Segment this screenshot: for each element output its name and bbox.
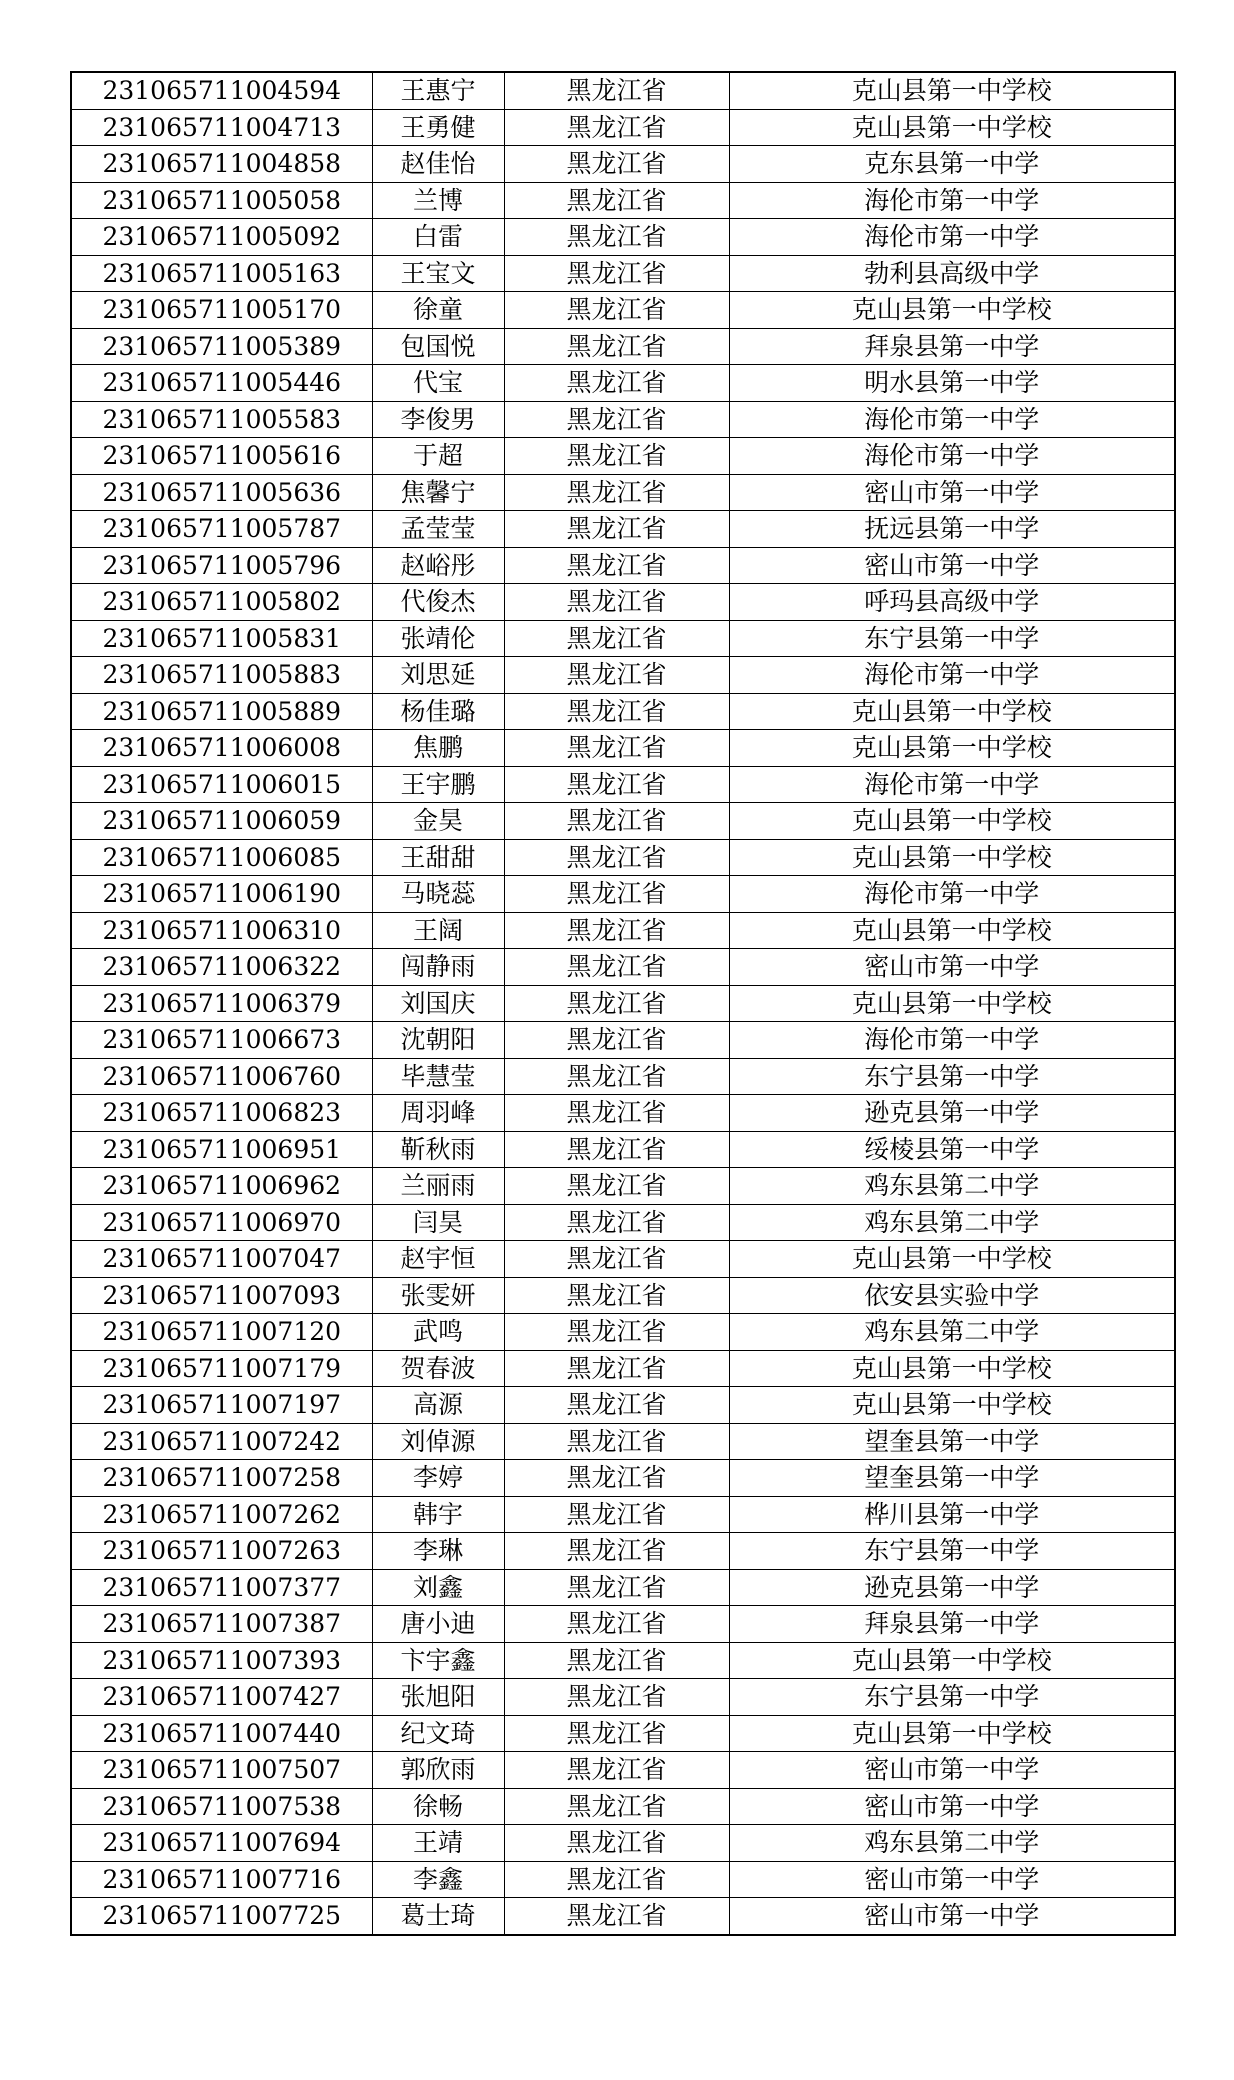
- student-name-cell: 毕慧莹: [372, 1058, 504, 1095]
- province-cell: 黑龙江省: [504, 146, 729, 183]
- table-row: [71, 657, 1175, 694]
- candidate-id-cell: 231065711007507: [71, 1752, 372, 1789]
- student-name-cell: 李琳: [372, 1533, 504, 1570]
- school-name-cell: 克山县第一中学校: [729, 985, 1175, 1022]
- school-name-cell: 克山县第一中学校: [729, 292, 1175, 329]
- student-name-cell: 代俊杰: [372, 584, 504, 621]
- student-name-cell: 焦鹏: [372, 730, 504, 767]
- province-cell: 黑龙江省: [504, 1752, 729, 1789]
- student-name-cell: 沈朝阳: [372, 1022, 504, 1059]
- province-cell: 黑龙江省: [504, 803, 729, 840]
- candidate-id-cell: 231065711007242: [71, 1423, 372, 1460]
- student-name-cell: 徐畅: [372, 1788, 504, 1825]
- student-name-cell: 包国悦: [372, 328, 504, 365]
- candidate-id-cell: 231065711005831: [71, 620, 372, 657]
- student-name-cell: 代宝: [372, 365, 504, 402]
- province-cell: 黑龙江省: [504, 1861, 729, 1898]
- candidate-id-cell: 231065711007387: [71, 1606, 372, 1643]
- table-row: [71, 1460, 1175, 1497]
- student-name-cell: 韩宇: [372, 1496, 504, 1533]
- candidate-id-cell: 231065711006673: [71, 1022, 372, 1059]
- table-row: [71, 912, 1175, 949]
- school-name-cell: 海伦市第一中学: [729, 401, 1175, 438]
- student-name-cell: 李鑫: [372, 1861, 504, 1898]
- table-row: [71, 985, 1175, 1022]
- school-name-cell: 逊克县第一中学: [729, 1095, 1175, 1132]
- province-cell: 黑龙江省: [504, 1496, 729, 1533]
- student-name-cell: 周羽峰: [372, 1095, 504, 1132]
- school-name-cell: 克山县第一中学校: [729, 839, 1175, 876]
- roster-body: [71, 72, 1175, 1935]
- school-name-cell: 鸡东县第二中学: [729, 1168, 1175, 1205]
- school-name-cell: 东宁县第一中学: [729, 1533, 1175, 1570]
- table-row: [71, 182, 1175, 219]
- student-name-cell: 于超: [372, 438, 504, 475]
- province-cell: 黑龙江省: [504, 584, 729, 621]
- school-name-cell: 鸡东县第二中学: [729, 1204, 1175, 1241]
- province-cell: 黑龙江省: [504, 1204, 729, 1241]
- table-row: [71, 1642, 1175, 1679]
- candidate-id-cell: 231065711007258: [71, 1460, 372, 1497]
- province-cell: 黑龙江省: [504, 1095, 729, 1132]
- student-name-cell: 纪文琦: [372, 1715, 504, 1752]
- school-name-cell: 海伦市第一中学: [729, 766, 1175, 803]
- student-name-cell: 赵佳怡: [372, 146, 504, 183]
- candidate-id-cell: 231065711007093: [71, 1277, 372, 1314]
- table-row: [71, 1679, 1175, 1716]
- table-row: [71, 1314, 1175, 1351]
- table-row: [71, 1423, 1175, 1460]
- candidate-id-cell: 231065711007120: [71, 1314, 372, 1351]
- table-row: [71, 72, 1175, 109]
- province-cell: 黑龙江省: [504, 1423, 729, 1460]
- candidate-id-cell: 231065711006008: [71, 730, 372, 767]
- province-cell: 黑龙江省: [504, 292, 729, 329]
- table-row: [71, 219, 1175, 256]
- candidate-id-cell: 231065711007427: [71, 1679, 372, 1716]
- school-name-cell: 绥棱县第一中学: [729, 1131, 1175, 1168]
- province-cell: 黑龙江省: [504, 1241, 729, 1278]
- province-cell: 黑龙江省: [504, 1679, 729, 1716]
- candidate-id-cell: 231065711005787: [71, 511, 372, 548]
- candidate-id-cell: 231065711005796: [71, 547, 372, 584]
- school-name-cell: 海伦市第一中学: [729, 657, 1175, 694]
- candidate-id-cell: 231065711005446: [71, 365, 372, 402]
- candidate-id-cell: 231065711006015: [71, 766, 372, 803]
- province-cell: 黑龙江省: [504, 1460, 729, 1497]
- table-row: [71, 1606, 1175, 1643]
- table-row: [71, 876, 1175, 913]
- roster-table: [70, 71, 1176, 1936]
- school-name-cell: 密山市第一中学: [729, 547, 1175, 584]
- student-name-cell: 唐小迪: [372, 1606, 504, 1643]
- province-cell: 黑龙江省: [504, 438, 729, 475]
- school-name-cell: 抚远县第一中学: [729, 511, 1175, 548]
- table-row: [71, 839, 1175, 876]
- table-row: [71, 401, 1175, 438]
- school-name-cell: 海伦市第一中学: [729, 876, 1175, 913]
- province-cell: 黑龙江省: [504, 620, 729, 657]
- province-cell: 黑龙江省: [504, 766, 729, 803]
- province-cell: 黑龙江省: [504, 219, 729, 256]
- school-name-cell: 望奎县第一中学: [729, 1423, 1175, 1460]
- province-cell: 黑龙江省: [504, 401, 729, 438]
- province-cell: 黑龙江省: [504, 1277, 729, 1314]
- school-name-cell: 桦川县第一中学: [729, 1496, 1175, 1533]
- student-name-cell: 赵峪彤: [372, 547, 504, 584]
- table-row: [71, 547, 1175, 584]
- school-name-cell: 密山市第一中学: [729, 1788, 1175, 1825]
- school-name-cell: 克山县第一中学校: [729, 1350, 1175, 1387]
- school-name-cell: 克山县第一中学校: [729, 1241, 1175, 1278]
- candidate-id-cell: 231065711004858: [71, 146, 372, 183]
- table-row: [71, 1241, 1175, 1278]
- province-cell: 黑龙江省: [504, 876, 729, 913]
- school-name-cell: 拜泉县第一中学: [729, 328, 1175, 365]
- province-cell: 黑龙江省: [504, 985, 729, 1022]
- table-row: [71, 1715, 1175, 1752]
- student-name-cell: 刘鑫: [372, 1569, 504, 1606]
- table-row: [71, 292, 1175, 329]
- candidate-id-cell: 231065711006970: [71, 1204, 372, 1241]
- school-name-cell: 海伦市第一中学: [729, 182, 1175, 219]
- province-cell: 黑龙江省: [504, 182, 729, 219]
- student-name-cell: 李婷: [372, 1460, 504, 1497]
- province-cell: 黑龙江省: [504, 949, 729, 986]
- school-name-cell: 克山县第一中学校: [729, 912, 1175, 949]
- student-name-cell: 李俊男: [372, 401, 504, 438]
- candidate-id-cell: 231065711004594: [71, 72, 372, 109]
- table-row: [71, 1569, 1175, 1606]
- province-cell: 黑龙江省: [504, 1314, 729, 1351]
- province-cell: 黑龙江省: [504, 1131, 729, 1168]
- candidate-id-cell: 231065711007716: [71, 1861, 372, 1898]
- student-name-cell: 王宇鹏: [372, 766, 504, 803]
- candidate-id-cell: 231065711004713: [71, 109, 372, 146]
- student-name-cell: 刘国庆: [372, 985, 504, 1022]
- student-name-cell: 张雯妍: [372, 1277, 504, 1314]
- school-name-cell: 密山市第一中学: [729, 949, 1175, 986]
- school-name-cell: 克山县第一中学校: [729, 1715, 1175, 1752]
- province-cell: 黑龙江省: [504, 328, 729, 365]
- province-cell: 黑龙江省: [504, 839, 729, 876]
- student-name-cell: 张靖伦: [372, 620, 504, 657]
- table-row: [71, 584, 1175, 621]
- school-name-cell: 东宁县第一中学: [729, 1058, 1175, 1095]
- student-name-cell: 高源: [372, 1387, 504, 1424]
- table-row: [71, 1058, 1175, 1095]
- candidate-id-cell: 231065711007262: [71, 1496, 372, 1533]
- candidate-id-cell: 231065711006823: [71, 1095, 372, 1132]
- table-row: [71, 1496, 1175, 1533]
- table-row: [71, 474, 1175, 511]
- school-name-cell: 东宁县第一中学: [729, 1679, 1175, 1716]
- student-name-cell: 马晓蕊: [372, 876, 504, 913]
- candidate-id-cell: 231065711006190: [71, 876, 372, 913]
- table-row: [71, 730, 1175, 767]
- school-name-cell: 海伦市第一中学: [729, 1022, 1175, 1059]
- province-cell: 黑龙江省: [504, 1606, 729, 1643]
- candidate-id-cell: 231065711007538: [71, 1788, 372, 1825]
- province-cell: 黑龙江省: [504, 1168, 729, 1205]
- table-row: [71, 1898, 1175, 1935]
- student-name-cell: 刘倬源: [372, 1423, 504, 1460]
- province-cell: 黑龙江省: [504, 1058, 729, 1095]
- table-row: [71, 1022, 1175, 1059]
- candidate-id-cell: 231065711006310: [71, 912, 372, 949]
- student-name-cell: 孟莹莹: [372, 511, 504, 548]
- candidate-id-cell: 231065711005170: [71, 292, 372, 329]
- school-name-cell: 海伦市第一中学: [729, 438, 1175, 475]
- candidate-id-cell: 231065711006951: [71, 1131, 372, 1168]
- school-name-cell: 拜泉县第一中学: [729, 1606, 1175, 1643]
- table-row: [71, 949, 1175, 986]
- table-row: [71, 1095, 1175, 1132]
- school-name-cell: 望奎县第一中学: [729, 1460, 1175, 1497]
- student-name-cell: 王甜甜: [372, 839, 504, 876]
- school-name-cell: 克东县第一中学: [729, 146, 1175, 183]
- table-row: [71, 1533, 1175, 1570]
- table-row: [71, 1752, 1175, 1789]
- school-name-cell: 密山市第一中学: [729, 1898, 1175, 1935]
- student-name-cell: 靳秋雨: [372, 1131, 504, 1168]
- candidate-id-cell: 231065711006085: [71, 839, 372, 876]
- candidate-id-cell: 231065711007377: [71, 1569, 372, 1606]
- student-name-cell: 王宝文: [372, 255, 504, 292]
- province-cell: 黑龙江省: [504, 912, 729, 949]
- province-cell: 黑龙江省: [504, 1715, 729, 1752]
- school-name-cell: 克山县第一中学校: [729, 730, 1175, 767]
- candidate-id-cell: 231065711007263: [71, 1533, 372, 1570]
- school-name-cell: 克山县第一中学校: [729, 693, 1175, 730]
- province-cell: 黑龙江省: [504, 511, 729, 548]
- table-row: [71, 693, 1175, 730]
- candidate-id-cell: 231065711005802: [71, 584, 372, 621]
- student-name-cell: 王惠宁: [372, 72, 504, 109]
- school-name-cell: 密山市第一中学: [729, 1752, 1175, 1789]
- student-name-cell: 兰丽雨: [372, 1168, 504, 1205]
- candidate-id-cell: 231065711005389: [71, 328, 372, 365]
- candidate-id-cell: 231065711007694: [71, 1825, 372, 1862]
- school-name-cell: 克山县第一中学校: [729, 1642, 1175, 1679]
- province-cell: 黑龙江省: [504, 474, 729, 511]
- candidate-id-cell: 231065711005889: [71, 693, 372, 730]
- table-row: [71, 1861, 1175, 1898]
- province-cell: 黑龙江省: [504, 1350, 729, 1387]
- student-name-cell: 王靖: [372, 1825, 504, 1862]
- student-name-cell: 闫昊: [372, 1204, 504, 1241]
- province-cell: 黑龙江省: [504, 255, 729, 292]
- student-name-cell: 张旭阳: [372, 1679, 504, 1716]
- candidate-id-cell: 231065711005583: [71, 401, 372, 438]
- table-row: [71, 1350, 1175, 1387]
- table-row: [71, 803, 1175, 840]
- candidate-id-cell: 231065711005636: [71, 474, 372, 511]
- province-cell: 黑龙江省: [504, 547, 729, 584]
- candidate-id-cell: 231065711007725: [71, 1898, 372, 1935]
- table-row: [71, 109, 1175, 146]
- student-name-cell: 王阔: [372, 912, 504, 949]
- candidate-id-cell: 231065711007047: [71, 1241, 372, 1278]
- student-name-cell: 徐童: [372, 292, 504, 329]
- table-row: [71, 1387, 1175, 1424]
- school-name-cell: 明水县第一中学: [729, 365, 1175, 402]
- table-row: [71, 620, 1175, 657]
- school-name-cell: 克山县第一中学校: [729, 72, 1175, 109]
- student-name-cell: 葛士琦: [372, 1898, 504, 1935]
- student-name-cell: 武鸣: [372, 1314, 504, 1351]
- province-cell: 黑龙江省: [504, 109, 729, 146]
- school-name-cell: 鸡东县第二中学: [729, 1825, 1175, 1862]
- student-name-cell: 赵宇恒: [372, 1241, 504, 1278]
- table-row: [71, 1204, 1175, 1241]
- student-name-cell: 闯静雨: [372, 949, 504, 986]
- province-cell: 黑龙江省: [504, 730, 729, 767]
- province-cell: 黑龙江省: [504, 1387, 729, 1424]
- candidate-id-cell: 231065711006379: [71, 985, 372, 1022]
- province-cell: 黑龙江省: [504, 365, 729, 402]
- table-row: [71, 1277, 1175, 1314]
- province-cell: 黑龙江省: [504, 1898, 729, 1935]
- candidate-id-cell: 231065711005092: [71, 219, 372, 256]
- province-cell: 黑龙江省: [504, 1022, 729, 1059]
- candidate-id-cell: 231065711007197: [71, 1387, 372, 1424]
- school-name-cell: 鸡东县第二中学: [729, 1314, 1175, 1351]
- school-name-cell: 克山县第一中学校: [729, 1387, 1175, 1424]
- school-name-cell: 逊克县第一中学: [729, 1569, 1175, 1606]
- province-cell: 黑龙江省: [504, 1642, 729, 1679]
- school-name-cell: 勃利县高级中学: [729, 255, 1175, 292]
- province-cell: 黑龙江省: [504, 1569, 729, 1606]
- province-cell: 黑龙江省: [504, 693, 729, 730]
- candidate-id-cell: 231065711006059: [71, 803, 372, 840]
- student-name-cell: 兰博: [372, 182, 504, 219]
- student-name-cell: 焦馨宁: [372, 474, 504, 511]
- school-name-cell: 呼玛县高级中学: [729, 584, 1175, 621]
- table-row: [71, 1168, 1175, 1205]
- table-row: [71, 1825, 1175, 1862]
- table-row: [71, 328, 1175, 365]
- candidate-id-cell: 231065711006962: [71, 1168, 372, 1205]
- school-name-cell: 克山县第一中学校: [729, 109, 1175, 146]
- province-cell: 黑龙江省: [504, 1825, 729, 1862]
- school-name-cell: 海伦市第一中学: [729, 219, 1175, 256]
- table-row: [71, 255, 1175, 292]
- school-name-cell: 密山市第一中学: [729, 1861, 1175, 1898]
- school-name-cell: 克山县第一中学校: [729, 803, 1175, 840]
- student-name-cell: 金昊: [372, 803, 504, 840]
- table-row: [71, 146, 1175, 183]
- student-name-cell: 王勇健: [372, 109, 504, 146]
- school-name-cell: 东宁县第一中学: [729, 620, 1175, 657]
- table-row: [71, 1131, 1175, 1168]
- student-name-cell: 白雷: [372, 219, 504, 256]
- student-name-cell: 贺春波: [372, 1350, 504, 1387]
- candidate-id-cell: 231065711006322: [71, 949, 372, 986]
- province-cell: 黑龙江省: [504, 72, 729, 109]
- candidate-id-cell: 231065711007179: [71, 1350, 372, 1387]
- candidate-id-cell: 231065711006760: [71, 1058, 372, 1095]
- student-name-cell: 卞宇鑫: [372, 1642, 504, 1679]
- table-row: [71, 511, 1175, 548]
- candidate-id-cell: 231065711005058: [71, 182, 372, 219]
- province-cell: 黑龙江省: [504, 657, 729, 694]
- table-row: [71, 365, 1175, 402]
- table-row: [71, 438, 1175, 475]
- student-name-cell: 郭欣雨: [372, 1752, 504, 1789]
- student-name-cell: 杨佳璐: [372, 693, 504, 730]
- candidate-id-cell: 231065711007393: [71, 1642, 372, 1679]
- table-row: [71, 766, 1175, 803]
- student-name-cell: 刘思延: [372, 657, 504, 694]
- school-name-cell: 密山市第一中学: [729, 474, 1175, 511]
- candidate-id-cell: 231065711005883: [71, 657, 372, 694]
- school-name-cell: 依安县实验中学: [729, 1277, 1175, 1314]
- candidate-id-cell: 231065711007440: [71, 1715, 372, 1752]
- province-cell: 黑龙江省: [504, 1533, 729, 1570]
- province-cell: 黑龙江省: [504, 1788, 729, 1825]
- candidate-id-cell: 231065711005616: [71, 438, 372, 475]
- table-row: [71, 1788, 1175, 1825]
- candidate-id-cell: 231065711005163: [71, 255, 372, 292]
